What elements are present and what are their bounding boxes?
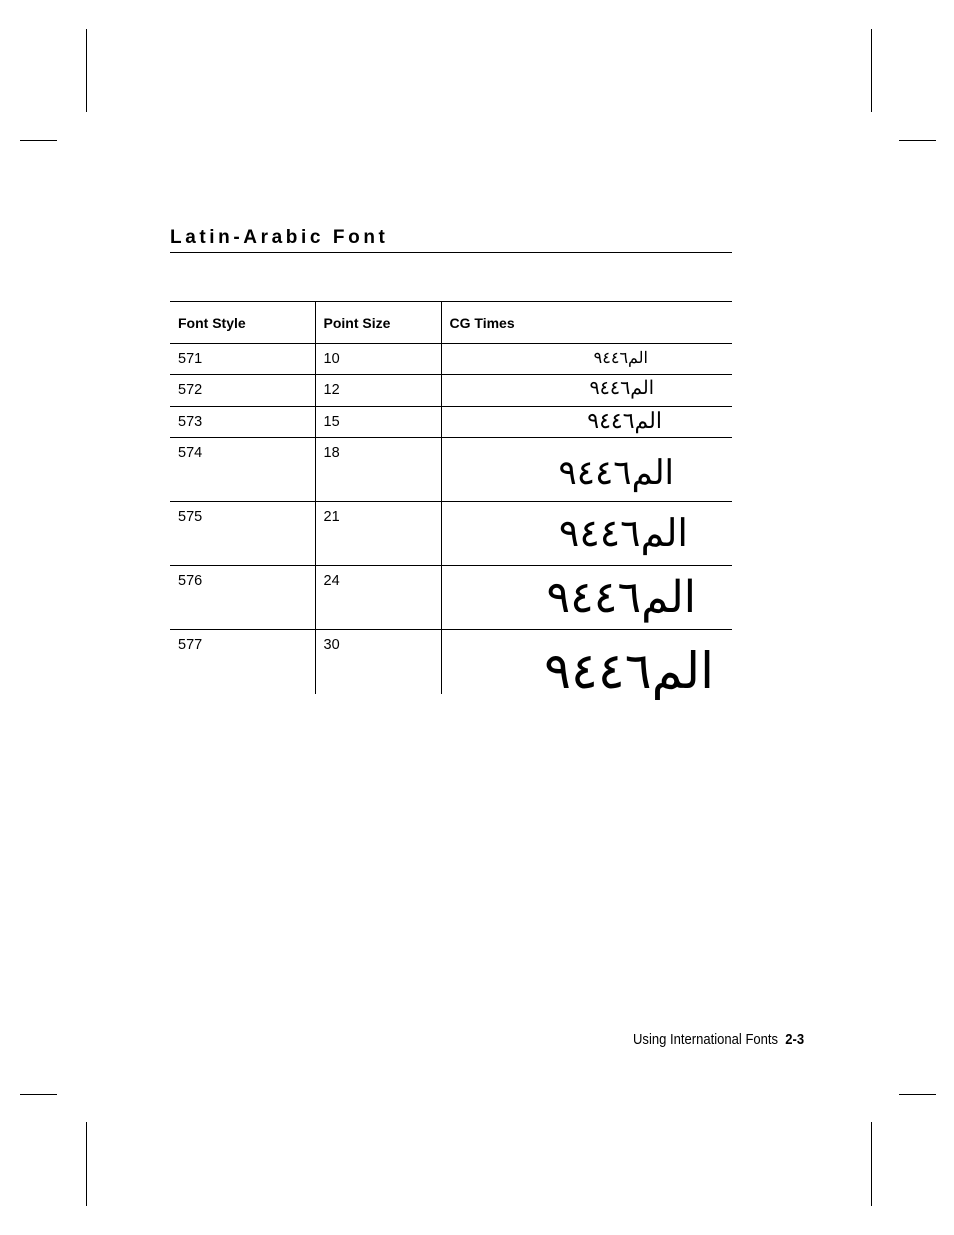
crop-mark-bottom-right-horizontal [899,1094,936,1095]
sample-cell [441,630,732,700]
table-header-row [170,302,732,344]
table-row [170,502,732,566]
point-size-cell: 21 [315,502,441,566]
point-size-cell: 30 [315,630,441,694]
sample-cell [441,438,732,502]
page-number: 2-3 [785,1032,805,1048]
column-header-typeface: CG Times [441,302,732,344]
column-header-font-style: Font Style [170,302,315,344]
table-row [170,407,732,438]
sample-cell [441,407,732,438]
font-style-cell: 574 [170,438,315,502]
crop-mark-top-right-horizontal [899,140,936,141]
crop-mark-top-left-vertical [86,29,87,112]
point-size-cell: 10 [315,344,441,375]
font-table [170,301,732,700]
sample-cell [441,502,732,566]
section-title: Latin-Arabic Font [170,227,389,248]
point-size-cell: 12 [315,375,441,407]
table-row [170,438,732,502]
crop-mark-bottom-left-vertical [86,1122,87,1206]
font-style-cell: 571 [170,344,315,375]
arabic-sample-text: الم٦٤٤٩ [558,453,674,493]
crop-mark-bottom-right-vertical [871,1122,872,1206]
arabic-sample-text: الم٦٤٤٩ [558,511,688,555]
table-row [170,566,732,630]
column-header-point-size: Point Size [315,302,441,344]
table-row [170,630,732,694]
page-footer [633,1032,804,1048]
point-size-cell: 15 [315,407,441,438]
title-rule [170,252,732,253]
crop-mark-bottom-left-horizontal [20,1094,57,1095]
arabic-sample-text: الم٦٤٤٩ [546,572,696,623]
crop-mark-top-left-horizontal [20,140,57,141]
font-style-cell: 575 [170,502,315,566]
sample-cell [441,566,732,630]
sample-cell [441,344,732,375]
point-size-cell: 24 [315,566,441,630]
crop-mark-top-right-vertical [871,29,872,112]
font-style-cell: 573 [170,407,315,438]
table-row [170,375,732,407]
point-size-cell: 18 [315,438,441,502]
font-style-cell: 572 [170,375,315,407]
arabic-sample-text: الم٦٤٤٩ [587,409,662,434]
footer-chapter-title: Using International Fonts [633,1032,779,1048]
font-style-cell: 577 [170,630,315,694]
font-style-cell: 576 [170,566,315,630]
arabic-sample-text: الم٦٤٤٩ [589,377,654,399]
arabic-sample-text: الم٦٤٤٩ [593,348,648,367]
table-row [170,344,732,375]
sample-cell [441,375,732,407]
arabic-sample-text: الم٦٤٤٩ [544,642,714,700]
